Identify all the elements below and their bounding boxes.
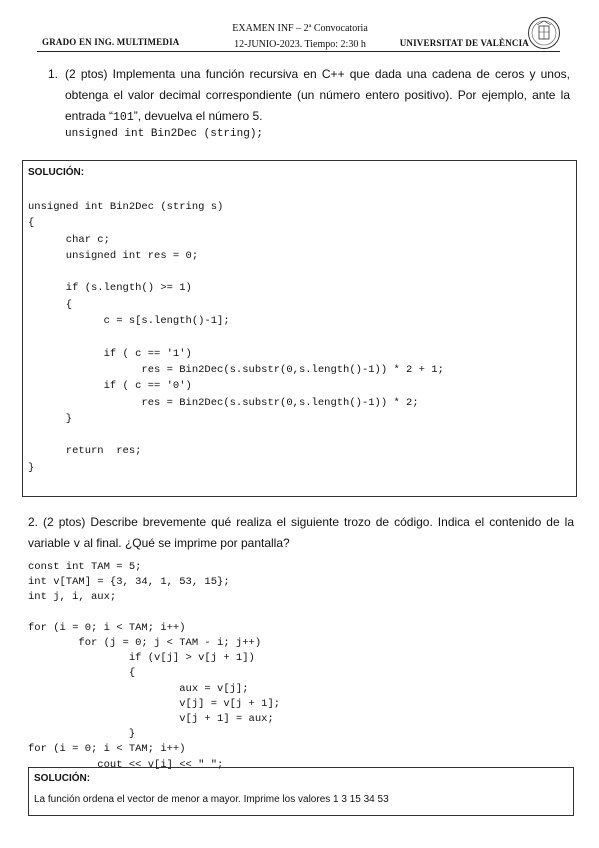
header-degree: GRADO EN ING. MULTIMEDIA	[42, 37, 180, 47]
solution-2-label: SOLUCIÓN:	[34, 773, 91, 784]
question-1	[48, 64, 570, 128]
question-1-number: 1.	[48, 67, 59, 81]
solution-2-box	[28, 767, 574, 816]
solution-1-label: SOLUCIÓN:	[28, 167, 85, 178]
header-exam-date: 12-JUNIO-2023. Tiempo: 2:30 h	[234, 39, 366, 50]
header-divider	[37, 51, 560, 52]
solution-1-box	[22, 160, 577, 497]
header-university: UNIVERSITAT DE VALÈNCIA	[399, 38, 529, 48]
question-2-text: 2. (2 ptos) Describe brevemente qué realiza el siguiente trozo de código. Indica el contenido de la variable v al final. ¿Qué se imprime por pantalla?	[28, 515, 574, 551]
header-exam-title: EXAMEN INF – 2ª Convocatoria	[232, 23, 368, 34]
university-seal-logo	[527, 16, 561, 50]
solution-2-text: La función ordena el vector de menor a mayor. Imprime los valores 1 3 15 34 53	[34, 794, 389, 805]
variable-name: v	[73, 538, 81, 551]
question-1-text: (2 ptos) Implementa una función recursiva en C++ que dada una cadena de ceros y unos, obtenga el valor decimal correspondiente (un número entero positivo). Por ejemplo, ante la entrada “101”, devuelva el número 5.	[65, 67, 570, 124]
question-2-code: const int TAM = 5; int v[TAM] = {3, 34, 1, 53, 15}; int j, i, aux; for (i = 0; i < TAM; i++) for (j = 0; j < TAM - i; j++) if (v[j] > v[j + 1]) { aux = v[j]; v[j] = v[j + 1]; v[j + 1] = aux; } for (i = 0; i < TAM; i++) cout << v[i] << " ";	[28, 561, 281, 771]
function-prototype: unsigned int Bin2Dec (string);	[65, 128, 264, 140]
solution-1-code: unsigned int Bin2Dec (string s) { char c; unsigned int res = 0; if (s.length() >= 1) { c = s[s.length()-1]; if ( c == '1') res = Bin2Dec(s.substr(0,s.length()-1)) * 2 + 1; if ( c == '0') res = Bin2Dec(s.substr(0,s.length()-1)) * 2; } return res; }	[28, 201, 444, 474]
example-input: 101	[113, 111, 134, 124]
